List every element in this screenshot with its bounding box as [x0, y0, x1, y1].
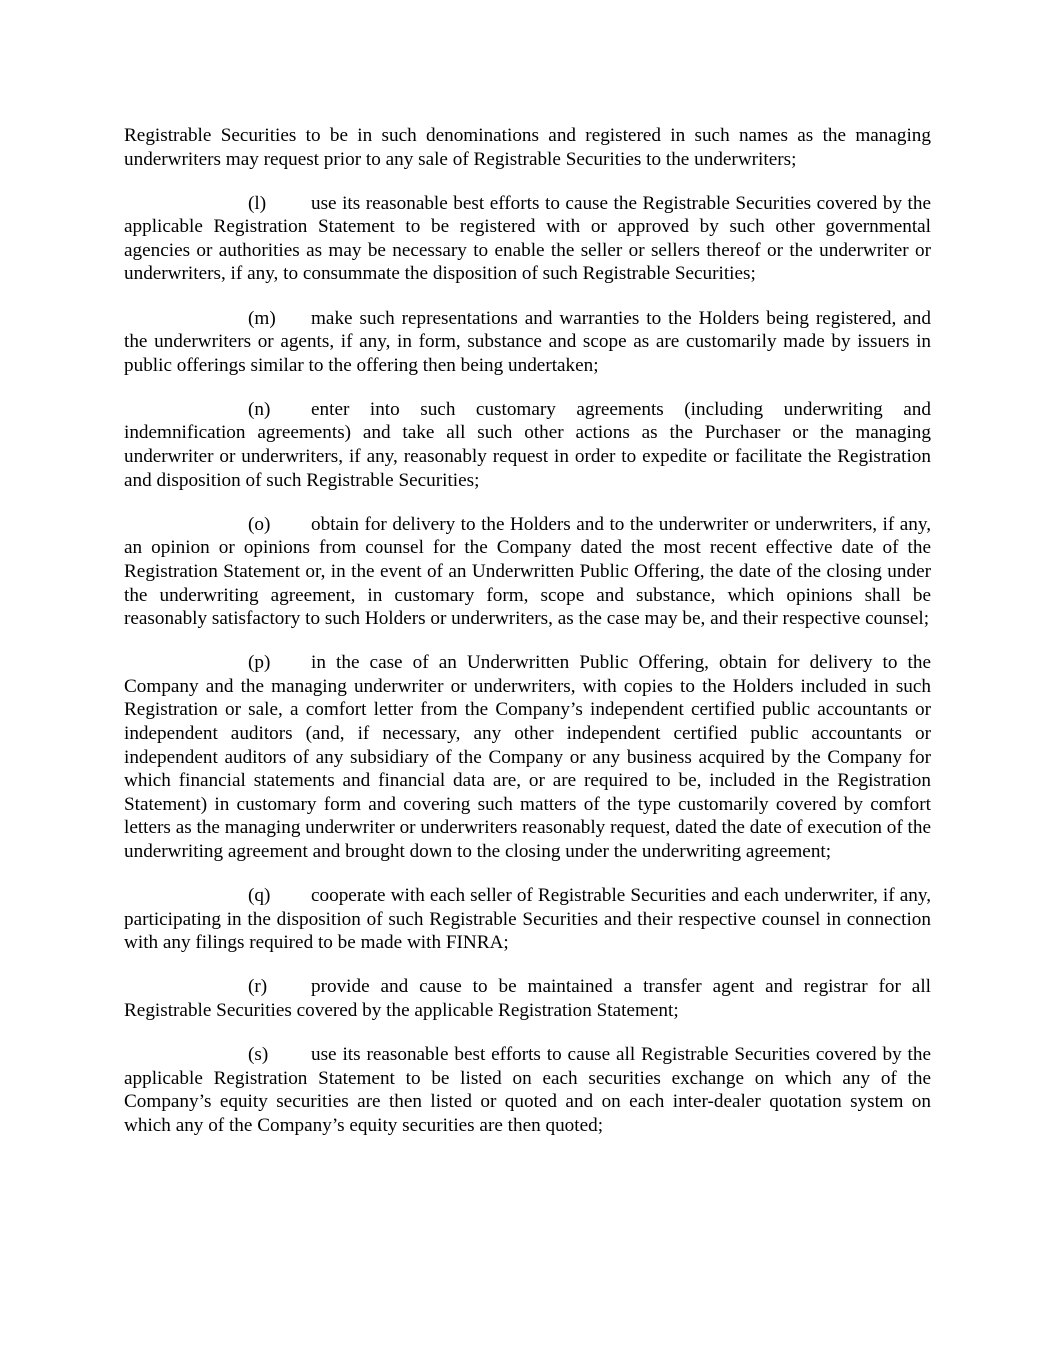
clause-r: [124, 975, 931, 1022]
clause-n: [124, 398, 931, 492]
clause-p: [124, 651, 931, 863]
document-page: [124, 124, 931, 1158]
clause-q: [124, 884, 931, 955]
clause-text: make such representations and warranties to the Holders being registered, and the underwriters or agents, if any, in form, substance and scope as are customarily made by issuers in public offerings similar to the offering then being undertaken;: [124, 307, 931, 376]
clause-text: use its reasonable best efforts to cause the Registrable Securities covered by the applicable Registration Statement to be registered with or approved by such other governmental agencies or authorities as may be necessary to enable the seller or sellers thereof or the underwriter or underwriters, if any, to consummate the disposition of such Registrable Securities;: [124, 192, 931, 285]
clause-l: [124, 192, 931, 286]
clause-label: (s): [248, 1044, 269, 1065]
clause-s: [124, 1043, 931, 1137]
clause-label: (m): [248, 307, 276, 329]
clause-label: (o): [248, 513, 271, 535]
clause-text: enter into such customary agreements (including underwriting and indemnification agreements) and take all such other actions as the Purchaser or the managing underwriter or underwriters, if any, reasonably request in order to expedite or facilitate the Registration and disposition of such Registrable Securities;: [124, 398, 931, 491]
clause-label: (l): [248, 192, 267, 214]
clause-label: (q): [248, 885, 271, 907]
clause-o: [124, 513, 931, 631]
clause-text: obtain for delivery to the Holders and to the underwriter or underwriters, if any, an opinion or opinions from counsel for the Company dated the most recent effective date of the Registration Statement or, in the event of an Underwritten Public Offering, the date of the closing under the underwriting agreement, in customary form, scope and substance, which opinions shall be reasonably satisfactory to such Holders or underwriters, as the case may be, and their respective counsel;: [124, 513, 931, 630]
clause-label: (n): [248, 398, 271, 420]
clause-text: in the case of an Underwritten Public Offering, obtain for delivery to the Company and the managing underwriter or underwriters, with copies to the Holders included in such Registration or sale, a comfort letter from the Company’s independent certified public accountants or independent auditors (and, if necessary, any other independent certified public accountants or independent auditors of any subsidiary of the Company or any business acquired by the Company for which financial statements and financial data are, or are required to be, included in the Registration Statement) in customary form and covering such matters of the type customarily covered by comfort letters as the managing underwriter or underwriters reasonably request, dated the date of execution of the underwriting agreement and brought down to the closing under the underwriting agreement;: [124, 652, 931, 862]
clause-text: cooperate with each seller of Registrable Securities and each underwriter, if any, participating in the disposition of such Registrable Securities and their respective counsel in connection with any filings required to be made with FINRA;: [124, 885, 931, 954]
clause-m: [124, 307, 931, 378]
clause-label: (r): [248, 976, 268, 998]
continuation-paragraph: Registrable Securities to be in such denominations and registered in such names as the managing underwriters may request prior to any sale of Registrable Securities to the underwriters;: [124, 125, 931, 170]
clause-text: use its reasonable best efforts to cause all Registrable Securities covered by the applicable Registration Statement to be listed on each securities exchange on which any of the Company’s equity securities are then listed or quoted and on each inter-dealer quotation system on which any of the Company’s equity securities are then quoted;: [124, 1044, 931, 1136]
clause-label: (p): [248, 652, 271, 674]
clause-text: provide and cause to be maintained a transfer agent and registrar for all Registrable Securities covered by the applicable Registration Statement;: [124, 976, 931, 1021]
